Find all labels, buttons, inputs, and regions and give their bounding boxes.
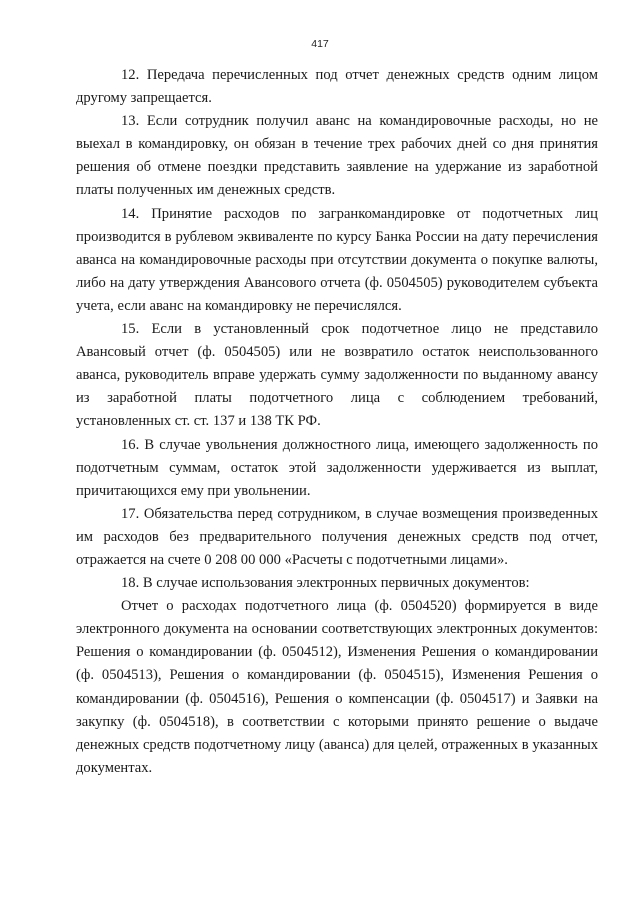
paragraph-16: 16. В случае увольнения должностного лица, имеющего задолженность по подотчетным суммам, остаток этой задолженности удерживается из выплат, причитающихся ему при увольнении.	[76, 436, 598, 499]
document-body	[76, 64, 598, 780]
page-number: 417	[311, 38, 329, 50]
paragraph-13: 13. Если сотрудник получил аванс на командировочные расходы, но не выехал в командировку, он обязан в течение трех рабочих дней со дня принятия решения об отмене поездки представить заявление на удержание из заработной платы полученных им денежных средств.	[76, 113, 598, 199]
paragraph-14: 14. Принятие расходов по загранкомандировке от подотчетных лиц производится в рублевом эквиваленте по курсу Банка России на дату перечисления аванса на командировочные расходы при отсутствии документа о покупке валюты, либо на дату утверждения Авансового отчета (ф. 0504505) руководителем субъекта учета, если аванс на командировку не перечислялся.	[76, 205, 598, 314]
paragraph-18: 18. В случае использования электронных первичных документов:	[121, 575, 530, 592]
paragraph-17: 17. Обязательства перед сотрудником, в случае возмещения произведенных им расходов без предварительного получения денежных средств под отчет, отражается на счете 0 208 00 000 «Расчеты с подотчетными лицами».	[76, 505, 598, 568]
paragraph-12: 12. Передача перечисленных под отчет денежных средств одним лицом другому запрещается.	[76, 67, 598, 107]
paragraph-15: 15. Если в установленный срок подотчетное лицо не представило Авансовый отчет (ф. 0504505) или не возвратило остаток неиспользованного аванса, руководитель вправе удержать сумму задолженности по выданному авансу из заработной платы подотчетного лица с соблюдением требований, установленных ст. ст. 137 и 138 ТК РФ.	[76, 321, 598, 430]
paragraph-expense-report: Отчет о расходах подотчетного лица (ф. 0504520) формируется в виде электронного документа на основании соответствующих электронных документов: Решения о командировании (ф. 0504512), Изменения Решения о командировании (ф. 0504513), Решения о командировании (ф. 0504515), Изменения Решения о командировании (ф. 0504516), Решения о компенсации (ф. 0504517) и Заявки на закупку (ф. 0504518), в соответствии с которыми принято решение о выдаче денежных средств подотчетному лицу (аванса) для целей, отраженных в указанных документах.	[76, 598, 598, 776]
